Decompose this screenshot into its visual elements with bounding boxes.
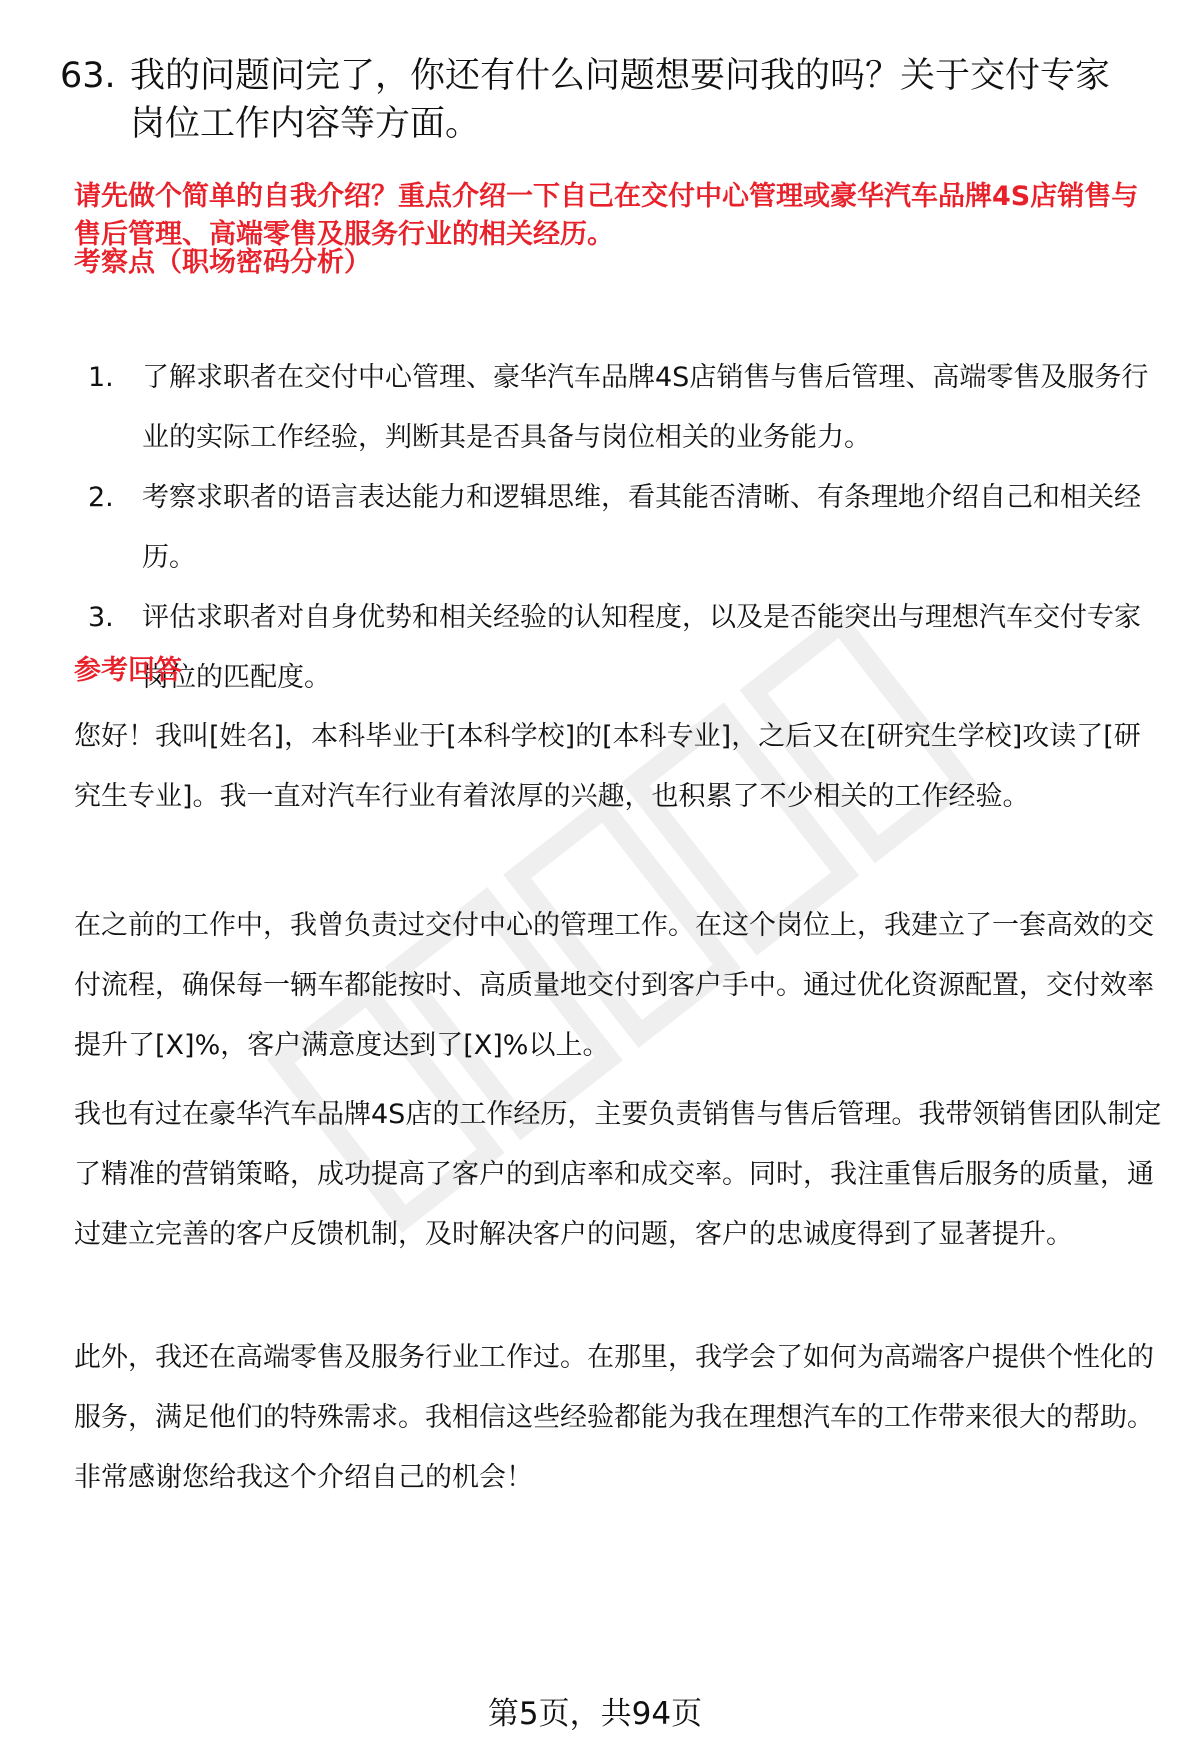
question (60, 52, 1140, 148)
question-number: 63. (60, 56, 116, 96)
item-number: 3. (88, 602, 114, 633)
answer-paragraph: 此外，我还在高端零售及服务行业工作过。在那里，我学会了如何为高端客户提供个性化的服务，满足他们的特殊需求。我相信这些经验都能为我在理想汽车的工作带来很大的帮助。非常感谢您给我这个介绍自己的机会！ (74, 1342, 1154, 1493)
item-text: 评估求职者对自身优势和相关经验的认知程度，以及是否能突出与理想汽车交付专家岗位的匹配度。 (142, 602, 1141, 693)
page-footer: 第5页，共94页 (487, 1696, 703, 1732)
answer-paragraph: 我也有过在豪华汽车品牌4S店的工作经历，主要负责销售与售后管理。我带领销售团队制定了精准的营销策略，成功提高了客户的到店率和成交率。同时，我注重售后服务的质量，通过建立完善的客户反馈机制，及时解决客户的问题，客户的忠诚度得到了显著提升。 (74, 1099, 1162, 1250)
list-item (74, 588, 1164, 708)
interview-prompt: 请先做个简单的自我介绍？重点介绍一下自己在交付中心管理或豪华汽车品牌4S店销售与售后管理、高端零售及服务行业的相关经历。 (74, 181, 1139, 250)
list-item (74, 348, 1164, 468)
answer-heading: 参考回答 (74, 655, 182, 686)
item-number: 1. (88, 362, 114, 393)
answer-paragraph: 您好！我叫[姓名]，本科毕业于[本科学校]的[本科专业]，之后又在[研究生学校]攻读了[研究生专业]。我一直对汽车行业有着浓厚的兴趣，也积累了不少相关的工作经验。 (74, 721, 1141, 812)
item-number: 2. (88, 482, 114, 513)
item-text: 了解求职者在交付中心管理、豪华汽车品牌4S店销售与售后管理、高端零售及服务行业的实际工作经验，判断其是否具备与岗位相关的业务能力。 (142, 362, 1149, 453)
answer-paragraph: 在之前的工作中，我曾负责过交付中心的管理工作。在这个岗位上，我建立了一套高效的交付流程，确保每一辆车都能按时、高质量地交付到客户手中。通过优化资源配置，交付效率提升了[X]%，客户满意度达到了[X]%以上。 (74, 910, 1154, 1061)
analysis-list (74, 348, 1164, 708)
list-item (74, 468, 1164, 588)
item-text: 考察求职者的语言表达能力和逻辑思维，看其能否清晰、有条理地介绍自己和相关经历。 (142, 482, 1141, 573)
question-text: 我的问题问完了，你还有什么问题想要问我的吗？关于交付专家岗位工作内容等方面。 (130, 56, 1111, 144)
analysis-heading: 考察点（职场密码分析） (74, 247, 371, 278)
